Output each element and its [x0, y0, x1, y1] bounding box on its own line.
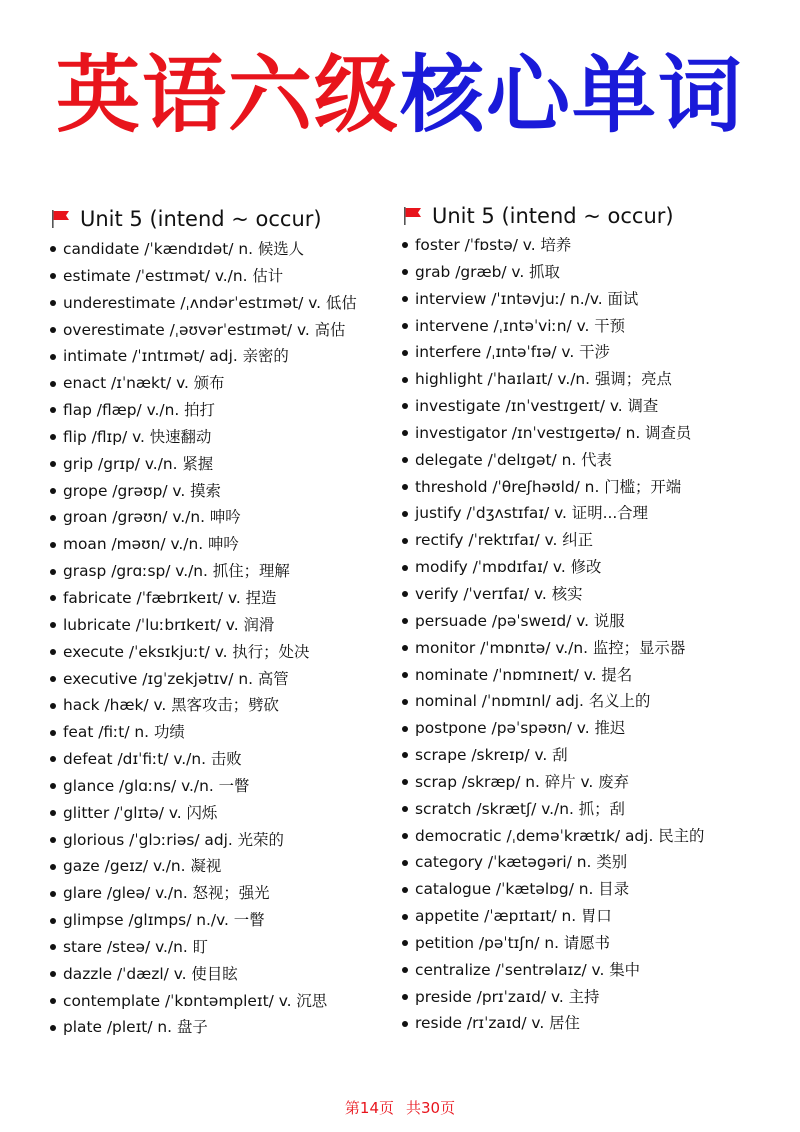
bullet-icon [50, 1025, 56, 1031]
word-entry: defeat /dɪˈfiːt/ v./n. 击败 [63, 750, 242, 769]
word-entry: investigator /ɪnˈvestɪgeɪtə/ n. 调查员 [415, 423, 692, 442]
bullet-icon [50, 273, 56, 279]
word-list-left [50, 236, 390, 1041]
list-item [402, 313, 762, 340]
list-item [50, 961, 390, 988]
word-entry: candidate /ˈkændɪdət/ n. 候选人 [63, 240, 305, 258]
bullet-icon [402, 860, 408, 866]
word-entry: highlight /ˈhaɪlaɪt/ v./n. 强调；亮点 [415, 370, 672, 389]
bullet-icon [50, 354, 56, 360]
bullet-icon [50, 730, 56, 736]
list-item [402, 823, 762, 850]
word-entry: rectify /ˈrektɪfaɪ/ v. 纠正 [415, 531, 594, 550]
word-entry: glare /gleə/ v./n. 怒视；强光 [63, 884, 270, 903]
bullet-icon [50, 595, 56, 601]
bullet-icon [50, 918, 56, 924]
word-entry: democratic /ˌdeməˈkrætɪk/ adj. 民主的 [415, 826, 705, 845]
unit-heading-left [50, 203, 390, 235]
word-entry: estimate /ˈestɪmət/ v./n. 估计 [63, 266, 284, 285]
word-entry: groan /grəʊn/ v./n. 呻吟 [63, 508, 241, 527]
bullet-icon [50, 488, 56, 494]
bullet-icon [402, 430, 408, 436]
word-entry: glimpse /glɪmps/ n./v. 一瞥 [63, 911, 265, 930]
word-entry: glance /glɑːns/ v./n. 一瞥 [63, 776, 250, 795]
word-entry: reside /rɪˈzaɪd/ v. 居住 [415, 1014, 580, 1033]
list-item [402, 903, 762, 930]
bullet-icon [402, 887, 408, 893]
word-entry: verify /ˈverɪfaɪ/ v. 核实 [415, 584, 583, 603]
list-item [402, 500, 762, 527]
unit-heading-text: Unit 5 (intend ~ occur) [80, 207, 322, 231]
bullet-icon [50, 622, 56, 628]
bullet-icon [402, 752, 408, 758]
word-entry: scratch /skrætʃ/ v./n. 抓；刮 [415, 799, 625, 818]
list-item [50, 451, 390, 478]
list-item [50, 934, 390, 961]
title-part-red: 英语六级 [55, 46, 400, 144]
list-item [50, 290, 390, 317]
word-list-right [402, 232, 762, 1037]
word-entry: intervene /ˌɪntəˈviːn/ v. 干预 [415, 316, 626, 335]
bullet-icon [402, 457, 408, 463]
bullet-icon [50, 300, 56, 306]
list-item [402, 527, 762, 554]
word-entry: underestimate /ˌʌndərˈestɪmət/ v. 低估 [63, 293, 357, 312]
list-item [402, 957, 762, 984]
bullet-icon [50, 891, 56, 897]
word-entry: dazzle /ˈdæzl/ v. 使目眩 [63, 964, 238, 983]
word-entry: grasp /grɑːsp/ v./n. 抓住；理解 [63, 562, 290, 581]
word-entry: enact /ɪˈnækt/ v. 颁布 [63, 374, 225, 393]
list-item [402, 393, 762, 420]
list-item [50, 558, 390, 585]
bullet-icon [402, 377, 408, 383]
bullet-icon [50, 756, 56, 762]
word-entry: intimate /ˈɪntɪmət/ adj. 亲密的 [63, 347, 289, 366]
list-item [402, 688, 762, 715]
list-item [50, 612, 390, 639]
list-item [50, 531, 390, 558]
bullet-icon [402, 806, 408, 812]
word-entry: grip /grɪp/ v./n. 紧握 [63, 454, 214, 473]
list-item [402, 635, 762, 662]
bullet-icon [402, 779, 408, 785]
bullet-icon [402, 940, 408, 946]
word-entry: flap /flæp/ v./n. 拍打 [63, 401, 215, 420]
list-item [402, 259, 762, 286]
bullet-icon [50, 649, 56, 655]
list-item [50, 263, 390, 290]
word-entry: scrape /skreɪp/ v. 刮 [415, 746, 568, 765]
bullet-icon [402, 618, 408, 624]
word-entry: executive /ɪɡˈzekjətɪv/ n. 高管 [63, 669, 289, 688]
bullet-icon [402, 242, 408, 248]
word-entry: hack /hæk/ v. 黑客攻击；劈砍 [63, 696, 279, 715]
page-number: 第14页 [344, 1099, 394, 1117]
list-item [50, 397, 390, 424]
list-item [50, 692, 390, 719]
bullet-icon [402, 296, 408, 302]
right-column [402, 200, 762, 1037]
list-item [50, 907, 390, 934]
word-entry: monitor /ˈmɒnɪtə/ v./n. 监控；显示器 [415, 638, 686, 657]
list-item [402, 796, 762, 823]
bullet-icon [50, 327, 56, 333]
bullet-icon [50, 569, 56, 575]
list-item [402, 849, 762, 876]
list-item [402, 339, 762, 366]
left-column [50, 200, 390, 1041]
bullet-icon [402, 967, 408, 973]
list-item [50, 746, 390, 773]
word-entry: modify /ˈmɒdɪfaɪ/ v. 修改 [415, 558, 602, 577]
list-item [402, 876, 762, 903]
list-item [402, 447, 762, 474]
bullet-icon [402, 726, 408, 732]
bullet-icon [50, 542, 56, 548]
bullet-icon [402, 699, 408, 705]
bullet-icon [50, 810, 56, 816]
list-item [402, 474, 762, 501]
word-entry: grab /græb/ v. 抓取 [415, 262, 560, 281]
word-entry: investigate /ɪnˈvestɪgeɪt/ v. 调查 [415, 397, 659, 416]
bullet-icon [50, 783, 56, 789]
page-title [0, 45, 800, 145]
list-item [50, 1014, 390, 1041]
bullet-icon [50, 434, 56, 440]
bullet-icon [50, 837, 56, 843]
word-entry: postpone /pəˈspəʊn/ v. 推迟 [415, 719, 626, 738]
list-item [50, 478, 390, 505]
list-item [50, 800, 390, 827]
word-entry: delegate /ˈdelɪgət/ n. 代表 [415, 450, 612, 469]
bullet-icon [50, 998, 56, 1004]
word-entry: flip /flɪp/ v. 快速翻动 [63, 427, 212, 446]
word-entry: scrap /skræp/ n. 碎片 v. 废弃 [415, 772, 629, 791]
word-entry: appetite /ˈæpɪtaɪt/ n. 胃口 [415, 907, 612, 926]
list-item [402, 608, 762, 635]
bullet-icon [402, 672, 408, 678]
word-entry: nominate /ˈnɒmɪneɪt/ v. 提名 [415, 665, 633, 684]
list-item [402, 286, 762, 313]
word-entry: plate /pleɪt/ n. 盘子 [63, 1018, 208, 1037]
list-item [50, 370, 390, 397]
word-entry: catalogue /ˈkætəlɒg/ n. 目录 [415, 880, 630, 899]
list-item [50, 719, 390, 746]
unit-heading-right [402, 200, 762, 232]
word-entry: moan /məʊn/ v./n. 呻吟 [63, 535, 239, 554]
bullet-icon [402, 403, 408, 409]
list-item [50, 585, 390, 612]
word-entry: contemplate /ˈkɒntəmpleɪt/ v. 沉思 [63, 991, 328, 1010]
bullet-icon [402, 269, 408, 275]
word-entry: interfere /ˌɪntəˈfɪə/ v. 干涉 [415, 343, 610, 362]
bullet-icon [50, 971, 56, 977]
red-flag-icon [402, 205, 424, 227]
list-item [402, 366, 762, 393]
list-item [50, 639, 390, 666]
word-entry: feat /fiːt/ n. 功绩 [63, 723, 185, 742]
word-entry: preside /prɪˈzaɪd/ v. 主持 [415, 987, 600, 1006]
bullet-icon [50, 944, 56, 950]
word-entry: grope /grəʊp/ v. 摸索 [63, 481, 221, 500]
list-item [50, 853, 390, 880]
list-item [50, 236, 390, 263]
list-item [402, 581, 762, 608]
red-flag-icon [50, 208, 72, 230]
bullet-icon [402, 645, 408, 651]
bullet-icon [50, 864, 56, 870]
bullet-icon [50, 407, 56, 413]
list-item [50, 317, 390, 344]
bullet-icon [402, 591, 408, 597]
word-entry: execute /ˈeksɪkjuːt/ v. 执行；处决 [63, 642, 310, 661]
list-item [402, 742, 762, 769]
list-item [50, 504, 390, 531]
list-item [402, 554, 762, 581]
bullet-icon [50, 461, 56, 467]
list-item [50, 424, 390, 451]
list-item [402, 662, 762, 689]
bullet-icon [402, 833, 408, 839]
bullet-icon [50, 246, 56, 252]
word-entry: foster /ˈfɒstə/ v. 培养 [415, 236, 572, 254]
word-entry: persuade /pəˈsweɪd/ v. 说服 [415, 611, 625, 630]
unit-heading-text: Unit 5 (intend ~ occur) [432, 204, 674, 228]
word-entry: glitter /ˈglɪtə/ v. 闪烁 [63, 803, 218, 822]
list-item [402, 232, 762, 259]
title-part-blue: 核心单词 [400, 46, 745, 144]
list-item [50, 343, 390, 370]
bullet-icon [50, 515, 56, 521]
bullet-icon [402, 914, 408, 920]
page-footer [0, 1097, 800, 1118]
list-item [402, 715, 762, 742]
word-entry: nominal /ˈnɒmɪnl/ adj. 名义上的 [415, 692, 651, 711]
bullet-icon [50, 381, 56, 387]
word-entry: glorious /ˈglɔːriəs/ adj. 光荣的 [63, 830, 284, 849]
bullet-icon [402, 1021, 408, 1027]
list-item [402, 769, 762, 796]
list-item [50, 988, 390, 1015]
word-entry: justify /ˈdʒʌstɪfaɪ/ v. 证明...合理 [415, 504, 649, 523]
bullet-icon [50, 703, 56, 709]
list-item [402, 1010, 762, 1037]
bullet-icon [402, 994, 408, 1000]
word-entry: overestimate /ˌəʊvərˈestɪmət/ v. 高估 [63, 320, 346, 339]
list-item [402, 420, 762, 447]
list-item [50, 666, 390, 693]
list-item [402, 930, 762, 957]
bullet-icon [402, 511, 408, 517]
word-entry: category /ˈkætəgəri/ n. 类别 [415, 853, 628, 872]
word-entry: threshold /ˈθreʃhəʊld/ n. 门槛；开端 [415, 477, 682, 496]
bullet-icon [402, 565, 408, 571]
word-entry: fabricate /ˈfæbrɪkeɪt/ v. 捏造 [63, 588, 277, 607]
word-entry: petition /pəˈtɪʃn/ n. 请愿书 [415, 933, 611, 952]
page-total: 共30页 [406, 1099, 456, 1117]
bullet-icon [402, 538, 408, 544]
list-item [50, 773, 390, 800]
list-item [50, 880, 390, 907]
bullet-icon [402, 323, 408, 329]
word-entry: stare /steə/ v./n. 盯 [63, 937, 209, 956]
word-entry: lubricate /ˈluːbrɪkeɪt/ v. 润滑 [63, 615, 275, 634]
bullet-icon [50, 676, 56, 682]
word-entry: centralize /ˈsentrəlaɪz/ v. 集中 [415, 960, 641, 979]
word-entry: interview /ˈɪntəvjuː/ n./v. 面试 [415, 289, 639, 308]
list-item [402, 984, 762, 1011]
bullet-icon [402, 484, 408, 490]
word-entry: gaze /geɪz/ v./n. 凝视 [63, 857, 222, 876]
bullet-icon [402, 350, 408, 356]
list-item [50, 827, 390, 854]
